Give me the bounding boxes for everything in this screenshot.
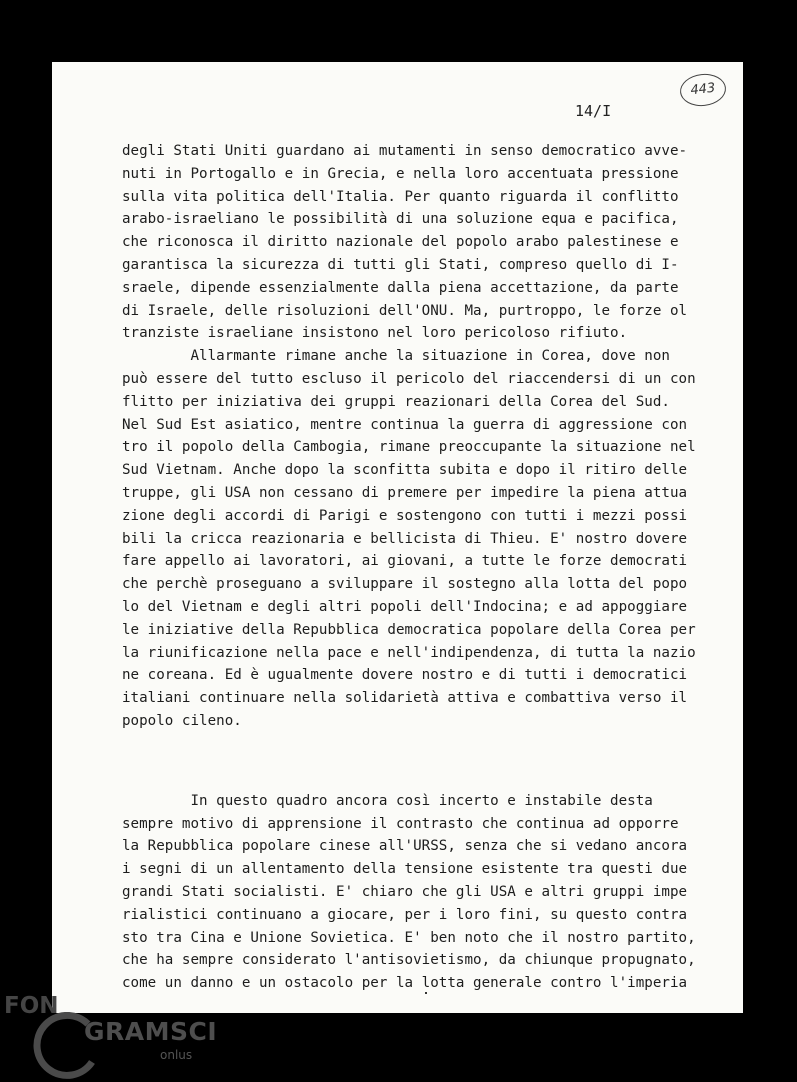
text-line: popolo cileno. xyxy=(122,712,242,729)
text-line: la riunificazione nella pace e nell'indipendenza, di tutta la nazio xyxy=(122,644,696,661)
text-line: degli Stati Uniti guardano ai mutamenti in senso democratico avve- xyxy=(122,143,688,159)
text-line: che ha sempre considerato l'antisovietismo, da chiunque propugnato, xyxy=(122,952,696,969)
text-line: ne coreana. Ed è ugualmente dovere nostro e di tutti i democratici xyxy=(122,667,688,684)
page-number: 14/I xyxy=(575,102,612,120)
text-line: sempre motivo di apprensione il contrasto che continua ad opporre xyxy=(122,815,679,832)
text-line: tro il popolo della Cambogia, rimane preoccupante la situazione nel xyxy=(122,439,696,456)
text-line: italiani continuare nella solidarietà attiva e combattiva verso il xyxy=(122,690,688,707)
text-line: sto tra Cina e Unione Sovietica. E' ben noto che il nostro partito, xyxy=(122,929,696,946)
stray-ink-mark xyxy=(425,992,427,994)
text-line: i segni di un allentamento della tensione esistente tra questi due xyxy=(122,861,688,878)
text-line: Allarmante rimane anche la situazione in Corea, dove non xyxy=(122,348,670,365)
text-line: può essere del tutto escluso il pericolo del riaccendersi di un con xyxy=(122,370,696,387)
text-line: garantisca la sicurezza di tutti gli Stati, compreso quello di I- xyxy=(122,256,679,273)
text-line: truppe, gli USA non cessano di premere per impedire la piena attua xyxy=(122,484,688,501)
watermark xyxy=(0,990,220,1080)
text-line: rialistici continuano a giocare, per i loro fini, su questo contra xyxy=(122,906,688,923)
body-text xyxy=(122,140,702,995)
document-page xyxy=(52,62,743,1013)
section-gap xyxy=(122,733,702,790)
text-line: In questo quadro ancora così incerto e instabile desta xyxy=(122,792,653,809)
text-line: sulla vita politica dell'Italia. Per quanto riguarda il conflitto xyxy=(122,188,679,205)
text-line: fare appello ai lavoratori, ai giovani, a tutte le forze democrati xyxy=(122,553,688,570)
text-line: lo del Vietnam e degli altri popoli dell'Indocina; e ad appoggiare xyxy=(122,598,688,615)
paragraph xyxy=(122,140,702,345)
watermark-prefix: FON xyxy=(4,993,59,1019)
text-line: che riconosca il diritto nazionale del popolo arabo palestinese e xyxy=(122,234,679,251)
archive-stamp: 443 xyxy=(678,72,727,109)
text-line: come un danno e un ostacolo per la lotta generale contro l'imperia xyxy=(122,975,688,992)
text-line: arabo-israeliano le possibilità di una soluzione equa e pacifica, xyxy=(122,211,679,228)
text-line: sraele, dipende essenzialmente dalla piena accettazione, da parte xyxy=(122,279,679,296)
text-line: di Israele, delle risoluzioni dell'ONU. Ma, purtroppo, le forze ol xyxy=(122,302,688,319)
text-line: zione degli accordi di Parigi e sostengono con tutti i mezzi possi xyxy=(122,507,688,524)
watermark-suffix: onlus xyxy=(160,1048,193,1062)
text-line: le iniziative della Repubblica democratica popolare della Corea per xyxy=(122,621,696,638)
text-line: nuti in Portogallo e in Grecia, e nella loro accentuata pressione xyxy=(122,165,679,182)
text-line: bili la cricca reazionaria e bellicista di Thieu. E' nostro dovere xyxy=(122,530,688,547)
watermark-name: GRAMSCI xyxy=(84,1017,218,1046)
text-line: grandi Stati socialisti. E' chiaro che gli USA e altri gruppi impe xyxy=(122,883,688,900)
paragraph xyxy=(122,790,702,995)
text-line: che perchè proseguano a sviluppare il sostegno alla lotta del popo xyxy=(122,576,688,593)
text-line: flitto per iniziativa dei gruppi reazionari della Corea del Sud. xyxy=(122,393,670,410)
text-line: tranziste israeliane insistono nel loro pericoloso rifiuto. xyxy=(122,325,628,342)
paragraph xyxy=(122,345,702,733)
text-line: Sud Vietnam. Anche dopo la sconfitta subita e dopo il ritiro delle xyxy=(122,462,688,479)
text-line: la Repubblica popolare cinese all'URSS, senza che si vedano ancora xyxy=(122,838,688,855)
text-line: Nel Sud Est asiatico, mentre continua la guerra di aggressione con xyxy=(122,416,688,433)
